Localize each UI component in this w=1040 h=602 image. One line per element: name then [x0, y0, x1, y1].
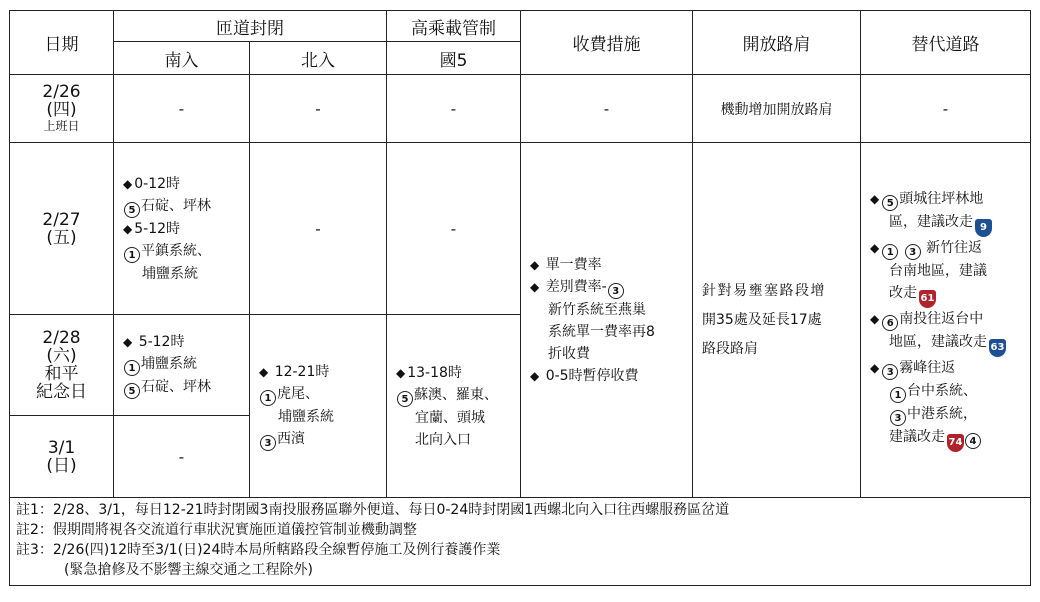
north-in-cell: - [250, 75, 387, 143]
toll-item-text: 系統單一費率再8 [548, 323, 655, 340]
shoulder-text: 針對易壅塞路段增 [702, 282, 826, 299]
diamond-bullet-icon: ◆ [870, 312, 880, 326]
note-3: 註3：2/26(四)12時至3/1(日)24時本局所轄路段全線暫停施工及例行養護作業 [16, 542, 501, 558]
route-1-badge-icon: 1 [124, 360, 140, 376]
weekday-value: (五) [46, 227, 77, 248]
toll-cell: - [521, 75, 693, 143]
route-3-badge-icon: 3 [882, 364, 898, 380]
time-range: 0-12時 [134, 175, 181, 192]
alternative-route-cell [861, 143, 1031, 498]
alt-text: 新竹往返 [926, 240, 983, 256]
alt-text: 區，建議改走 [889, 214, 973, 230]
route-6-badge-icon: 6 [882, 315, 898, 331]
header-south-in: 南入 [114, 42, 250, 75]
traffic-schedule-panel [9, 10, 1030, 587]
weekday-value: (日) [46, 455, 77, 476]
highway-9-shield-icon: 9 [975, 219, 992, 237]
ramp-names: 虎尾、 [277, 386, 319, 402]
shoulder-text: 路段路肩 [702, 340, 758, 357]
notes-cell [10, 498, 1031, 586]
hov-cell: - [387, 75, 521, 143]
alt-route-cell: - [861, 75, 1031, 143]
south-in-cell [114, 143, 250, 315]
alt-text: 改走 [889, 285, 917, 301]
header-hov-control: 高乘載管制 [387, 11, 521, 42]
toll-item-text: 新竹系統至燕巢 [548, 301, 646, 318]
ramp-names: 石碇、坪林 [141, 379, 211, 395]
alt-text: 地區，建議改走 [889, 334, 987, 350]
alt-text: 霧峰往返 [899, 360, 956, 376]
header-alternative-route: 替代道路 [861, 11, 1031, 75]
holiday-label: 紀念日 [36, 382, 87, 402]
weekday-value: (四) [46, 100, 77, 120]
diamond-bullet-icon: ◆ [530, 368, 540, 383]
toll-item: 差別費率- [545, 278, 607, 295]
weekday-value: (六) [46, 346, 77, 366]
header-date: 日期 [10, 11, 114, 75]
header-ramp-closure: 匝道封閉 [114, 11, 387, 42]
date-cell-0301 [10, 416, 114, 498]
day-type-label: 上班日 [43, 119, 80, 133]
shoulder-text: 開35處及延長17處 [702, 311, 822, 328]
alt-text: 中港系統， [907, 406, 977, 422]
date-cell-0228 [10, 315, 114, 416]
traffic-schedule-table [9, 10, 1031, 586]
route-5-badge-icon: 5 [124, 202, 140, 218]
date-value: 2/28 [42, 328, 81, 348]
route-3-badge-icon: 3 [905, 244, 921, 260]
header-hov-road: 國5 [387, 42, 521, 75]
highway-74-shield-icon: 74 [947, 434, 964, 452]
header-north-in: 北入 [250, 42, 387, 75]
ramp-names: 宜蘭、頭城 [415, 409, 485, 426]
ramp-names: 北向入口 [415, 431, 471, 448]
header-toll-measures: 收費措施 [521, 11, 693, 75]
hov-cell [387, 315, 521, 498]
note-1: 註1：2/28、3/1，每日12-21時封閉國3南投服務區聯外便道、每日0-24時封閉國1西螺北向入口往西螺服務區岔道 [16, 502, 730, 518]
alt-text: 頭城往坪林地 [899, 191, 984, 207]
time-range: 5-12時 [134, 220, 181, 237]
diamond-bullet-icon: ◆ [530, 279, 540, 294]
highway-63-shield-icon: 63 [989, 339, 1006, 357]
ramp-names: 石碇、坪林 [141, 197, 211, 214]
south-in-cell: - [114, 75, 250, 143]
note-3-continuation: (緊急搶修及不影響主線交通之工程除外) [64, 562, 313, 578]
date-cell-0226 [10, 75, 114, 143]
holiday-label: 和平 [44, 364, 79, 384]
alt-text: 南投往返台中 [899, 311, 984, 327]
ramp-names: 平鎮系統、 [141, 242, 211, 259]
header-open-shoulder: 開放路肩 [693, 11, 861, 75]
alt-text: 建議改走 [889, 429, 945, 445]
route-1-badge-icon: 1 [890, 387, 906, 403]
note-2: 註2：假期間將視各交流道行車狀況實施匝道儀控管制並機動調整 [16, 522, 417, 538]
notes-row [10, 498, 1031, 586]
open-shoulder-cell [693, 143, 861, 498]
diamond-bullet-icon: ◆ [870, 241, 880, 255]
diamond-bullet-icon: ◆ [396, 365, 406, 380]
shoulder-cell: 機動增加開放路肩 [693, 75, 861, 143]
time-range: 12-21時 [274, 364, 330, 380]
highway-61-shield-icon: 61 [919, 290, 936, 308]
route-5-badge-icon: 5 [397, 391, 413, 407]
south-in-cell: - [114, 416, 250, 498]
route-5-badge-icon: 5 [124, 383, 140, 399]
diamond-bullet-icon: ◆ [123, 335, 133, 349]
route-1-badge-icon: 1 [882, 244, 898, 260]
table-row [10, 75, 1031, 143]
time-range: 13-18時 [407, 364, 462, 381]
route-3-badge-icon: 3 [260, 435, 276, 451]
ramp-names: 蘇澳、羅東、 [414, 386, 498, 403]
diamond-bullet-icon: ◆ [870, 361, 880, 375]
toll-item: 單一費率 [545, 256, 602, 273]
route-4-badge-icon: 4 [965, 433, 981, 449]
toll-item: 0-5時暫停收費 [545, 367, 639, 384]
alt-text: 台中系統、 [907, 383, 977, 399]
diamond-bullet-icon: ◆ [870, 192, 880, 206]
route-5-badge-icon: 5 [882, 195, 898, 211]
time-range: 5-12時 [138, 334, 185, 350]
hov-cell: - [387, 143, 521, 315]
date-value: 2/27 [42, 209, 81, 230]
date-value: 2/26 [42, 82, 81, 102]
table-row [10, 143, 1031, 315]
ramp-names: 西濱 [277, 431, 305, 447]
ramp-names: 埔鹽系統 [278, 409, 334, 425]
diamond-bullet-icon: ◆ [123, 221, 133, 236]
north-in-cell [250, 315, 387, 498]
date-cell-0227 [10, 143, 114, 315]
date-value: 3/1 [47, 437, 76, 458]
route-1-badge-icon: 1 [260, 390, 276, 406]
diamond-bullet-icon: ◆ [530, 257, 540, 272]
route-3-badge-icon: 3 [890, 410, 906, 426]
ramp-names: 埔鹽系統 [142, 265, 198, 282]
diamond-bullet-icon: ◆ [123, 176, 133, 191]
diamond-bullet-icon: ◆ [259, 365, 269, 379]
toll-measures-cell [521, 143, 693, 498]
route-3-badge-icon: 3 [608, 283, 624, 299]
route-1-badge-icon: 1 [124, 247, 140, 263]
south-in-cell [114, 315, 250, 416]
alt-text: 台南地區，建議 [889, 263, 987, 279]
north-in-cell: - [250, 143, 387, 315]
ramp-names: 埔鹽系統 [141, 356, 197, 372]
toll-item-text: 折收費 [548, 345, 590, 362]
